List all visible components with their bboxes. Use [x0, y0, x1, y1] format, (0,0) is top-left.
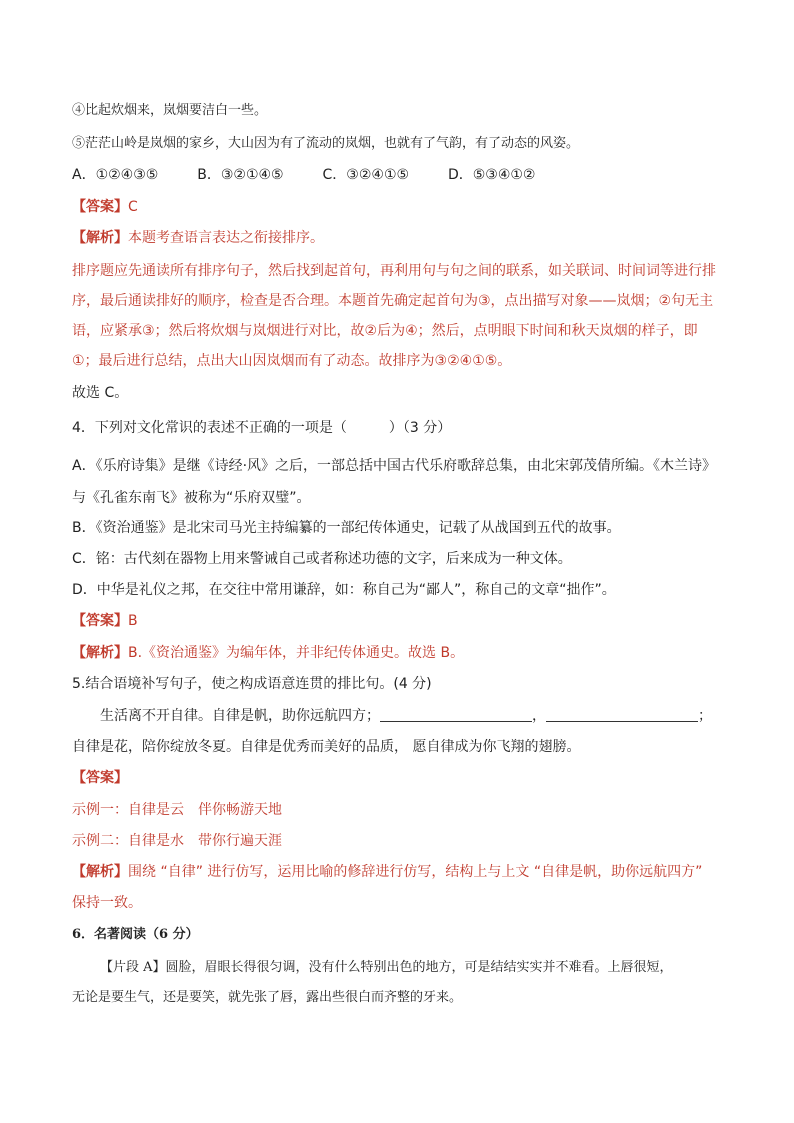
- fill-blank-1: [380, 707, 532, 722]
- q4-option-c: C．铭：古代刻在器物上用来警诫自己或者称述功德的文字，后来成为一种文体。: [72, 551, 572, 567]
- q4-option-a-line-2: 与《孔雀东南飞》被称为“乐府双璧”。: [72, 490, 311, 506]
- fragment-text: 圆脸，眉眼长得很匀调，没有什么特别出色的地方，可是结结实实并不难看。上唇很短，: [165, 960, 673, 975]
- analysis-label: 【解析】: [72, 230, 128, 246]
- q3-analysis-line-1: 排序题应先通读所有排序句子，然后找到起首句，再利用句与句之间的联系，如关联词、时间词等进行排: [72, 263, 716, 279]
- analysis-intro: 本题考查语言表达之衔接排序。: [128, 230, 324, 246]
- answer-label: 【答案】: [72, 199, 128, 215]
- answer-value: B: [128, 613, 138, 629]
- q5-line-1: [100, 706, 712, 726]
- q3-item5: ⑤茫茫山岭是岚烟的家乡，大山因为有了流动的岚烟，也就有了气韵，有了动态的风姿。: [72, 136, 580, 151]
- q5-line-1-text: 生活离不开自律。自律是帆，助你远航四方；: [100, 708, 380, 724]
- answer-value: C: [128, 199, 138, 215]
- q4-option-d: D．中华是礼仪之邦，在交往中常用谦辞，如：称自己为“鄙人”，称自己的文章“拙作”。: [72, 582, 616, 598]
- q5-analysis: [72, 862, 702, 882]
- q5-answer-label: 【答案】: [72, 770, 128, 786]
- q4-option-a-line-1: A．《乐府诗集》是继《诗经·风》之后，一部总括中国古代乐府歌辞总集，由北宋郭茂倩所编。《木兰诗》: [72, 458, 717, 474]
- q3-analysis: [72, 228, 324, 248]
- q5-comma: ，: [532, 708, 546, 724]
- q5-stem: 5.结合语境补写句子，使之构成语意连贯的排比句。(4 分): [72, 676, 432, 692]
- q3-options: [72, 165, 536, 185]
- q6-fragment-line-2: 无论是要生气，还是要笑，就先张了唇，露出些很白而齐整的牙来。: [72, 990, 463, 1005]
- q3-analysis-line-2: 序，最后通读排好的顺序，检查是否合理。本题首先确定起首句为③，点出描写对象——岚烟；②句无主: [72, 293, 714, 309]
- analysis-text: B.《资治通鉴》为编年体，并非纪传体通史。故选 B。: [128, 645, 465, 661]
- q5-line-2: 自律是花，陪你绽放冬夏。自律是优秀而美好的品质， 愿自律成为你飞翔的翅膀。: [72, 739, 581, 755]
- q3-answer: [72, 197, 138, 217]
- q3-analysis-line-4: ①；最后进行总结，点出大山因岚烟而有了动态。故排序为③②④①⑤。: [72, 353, 512, 369]
- q3-analysis-line-3: 语，应紧承③；然后将炊烟与岚烟进行对比，故②后为④；然后，点明眼下时间和秋天岚烟的样子，即: [72, 323, 698, 339]
- q5-analysis-line-2: 保持一致。: [72, 895, 142, 911]
- q3-option-c: C．③②④①⑤: [322, 167, 410, 183]
- q6-stem: 6．名著阅读（6 分）: [72, 927, 199, 942]
- q5-example-1: 示例一：自律是云 伴你畅游天地: [72, 802, 282, 818]
- q3-item4: ④比起炊烟来，岚烟要洁白一些。: [72, 103, 268, 118]
- q3-choose: 故选 C。: [72, 385, 129, 401]
- q3-option-b: B．③②①④⑤: [197, 167, 284, 183]
- analysis-label: 【解析】: [72, 864, 128, 880]
- q3-option-a: A．①②④③⑤: [72, 167, 159, 183]
- fragment-label: 【片段 A】: [100, 960, 166, 975]
- q4-analysis: [72, 643, 464, 663]
- q3-option-d: D．⑤③④①②: [447, 167, 536, 183]
- q5-semicolon: ；: [698, 708, 712, 724]
- q4-stem: 4．下列对文化常识的表述不正确的一项是（ ）（3 分）: [72, 420, 452, 436]
- answer-label: 【答案】: [72, 613, 128, 629]
- q4-option-b: B．《资治通鉴》是北宋司马光主持编纂的一部纪传体通史，记载了从战国到五代的故事。: [72, 520, 621, 536]
- q5-example-2: 示例二：自律是水 带你行遍天涯: [72, 833, 282, 849]
- q4-answer: [72, 611, 138, 631]
- q6-fragment-line-1: [100, 958, 673, 978]
- analysis-label: 【解析】: [72, 645, 128, 661]
- fill-blank-2: [546, 707, 698, 722]
- analysis-line-1: 围绕 “自律” 进行仿写，运用比喻的修辞进行仿写，结构上与上文 “自律是帆，助你远航四方”: [128, 864, 703, 880]
